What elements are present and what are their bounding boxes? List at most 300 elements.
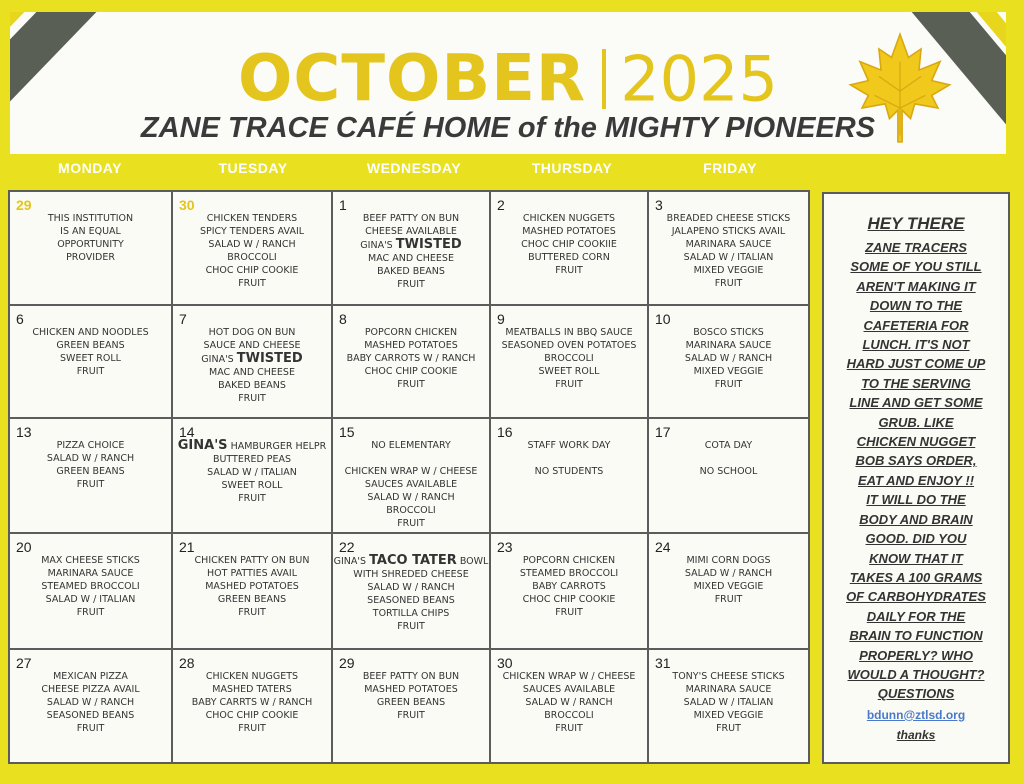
title-year: 2025 (620, 42, 778, 116)
calendar-day-cell (649, 306, 810, 419)
calendar-day-cell (10, 419, 173, 534)
menu-line-text: FRUIT (76, 607, 105, 618)
menu-line (10, 251, 171, 264)
menu-line-text: FRUIT (714, 278, 743, 289)
note-line: DAILY FOR THE (866, 608, 966, 624)
menu-items (10, 212, 171, 264)
menu-line-text: COTA DAY (704, 440, 753, 451)
note-line: TO THE SERVING (861, 375, 971, 391)
note-line: HARD JUST COME UP (846, 356, 986, 372)
menu-items (491, 554, 647, 619)
side-note (822, 192, 1010, 764)
calendar-day-cell (10, 192, 173, 306)
menu-line (173, 670, 331, 683)
menu-line-text: NO STUDENTS (534, 466, 604, 477)
menu-line-text: FRUIT (238, 723, 266, 734)
menu-line (491, 251, 647, 264)
menu-line (333, 683, 489, 696)
day-number: 29 (16, 197, 32, 213)
menu-line (491, 326, 647, 339)
day-number: 13 (16, 424, 32, 440)
menu-line (333, 554, 489, 568)
menu-line-text: JALAPENO STICKS AVAIL (671, 226, 786, 237)
menu-line-text: SWEET ROLL (538, 366, 600, 377)
calendar-grid (8, 190, 810, 764)
menu-line-text: FRUIT (397, 621, 425, 632)
menu-line (10, 339, 171, 352)
menu-line-text: STEAMED BROCCOLI (519, 568, 619, 579)
menu-line-text: FRUT (716, 723, 741, 734)
menu-line-text: SALAD W / RANCH (46, 453, 135, 464)
calendar-day-cell (10, 534, 173, 650)
menu-line (649, 554, 808, 567)
menu-line (333, 581, 489, 594)
menu-line-text: MASHED POTATOES (364, 340, 458, 351)
menu-line-text: MARINARA SAUCE (685, 340, 772, 351)
menu-line-text: GINA'S (333, 556, 370, 567)
day-number: 21 (179, 539, 195, 555)
note-line: CAFETERIA FOR (863, 317, 969, 333)
menu-line-text: MAC AND CHEESE (209, 367, 295, 378)
calendar-day-cell (10, 650, 173, 764)
menu-line (649, 452, 808, 465)
menu-items (491, 439, 647, 478)
menu-line (649, 212, 808, 225)
menu-line-text: MASHED POTATOES (205, 581, 299, 592)
menu-line-text: FRUIT (555, 607, 583, 618)
menu-line (173, 379, 331, 392)
calendar-day-cell (173, 419, 333, 534)
note-line: EAT AND ENJOY !! (857, 472, 975, 488)
menu-line-text: SALAD W / ITALIAN (683, 252, 774, 263)
menu-line (173, 567, 331, 580)
note-thanks: thanks (896, 727, 936, 742)
menu-line-text: FRUIT (555, 723, 583, 734)
day-number: 31 (655, 655, 671, 671)
menu-line-text: MAX CHEESE STICKS (41, 555, 140, 566)
menu-line-suffix: HAMBURGER HELPR (227, 441, 327, 452)
menu-line (173, 366, 331, 379)
menu-items (333, 554, 489, 633)
menu-line-text: CHEESE PIZZA AVAIL (41, 684, 140, 695)
menu-line-text: THIS INSTITUTION (47, 213, 134, 224)
menu-line-text: BEEF PATTY ON BUN (362, 671, 460, 682)
menu-items (333, 326, 489, 391)
menu-line (173, 466, 331, 479)
day-number: 6 (16, 311, 24, 327)
menu-line-text: BREADED CHEESE STICKS (666, 213, 791, 224)
menu-line-text: BOSCO STICKS (693, 327, 764, 338)
menu-line-text: POPCORN CHICKEN (364, 327, 458, 338)
menu-line (333, 439, 489, 452)
menu-line-text: FRUIT (238, 278, 266, 289)
day-number: 29 (339, 655, 355, 671)
note-line: IT WILL DO THE (866, 492, 966, 508)
menu-line (491, 452, 647, 465)
menu-line-text: WITH SHREDED CHEESE (353, 569, 469, 580)
menu-line (333, 696, 489, 709)
menu-line (491, 696, 647, 709)
menu-items (173, 670, 331, 735)
menu-line (173, 580, 331, 593)
menu-line (491, 593, 647, 606)
menu-line-text: FRUIT (714, 594, 743, 605)
day-number: 10 (655, 311, 671, 327)
menu-line (333, 252, 489, 265)
menu-line-text: STAFF WORK DAY (527, 440, 611, 451)
menu-line-text: GREEN BEANS (376, 697, 446, 708)
menu-line (649, 277, 808, 290)
menu-line-emphasis: TACO TATER (369, 553, 457, 568)
menu-line (173, 722, 331, 735)
calendar-day-cell (173, 650, 333, 764)
menu-line-text: SALAD W / RANCH (367, 582, 455, 593)
calendar-day-cell (649, 192, 810, 306)
weekday-header-monday: MONDAY (58, 160, 122, 176)
day-number: 28 (179, 655, 195, 671)
menu-line (649, 593, 808, 606)
menu-line-text: FRUIT (397, 279, 425, 290)
menu-line-text: OPPORTUNITY (57, 239, 124, 250)
menu-line-text: FRUIT (555, 379, 583, 390)
contact-email-link[interactable]: bdunn@ztlsd.org (866, 707, 966, 722)
menu-line (10, 567, 171, 580)
menu-line (649, 709, 808, 722)
menu-line-text: SAUCES AVAILABLE (364, 479, 458, 490)
menu-line-text: NO SCHOOL (699, 466, 758, 477)
menu-line-text: MIXED VEGGIE (693, 710, 764, 721)
menu-line-text: POPCORN CHICKEN (522, 555, 616, 566)
calendar-day-cell (333, 192, 491, 306)
menu-line-emphasis: GINA'S (177, 438, 228, 453)
menu-line-text: MASHED POTATOES (522, 226, 616, 237)
note-line: CHICKEN NUGGET (856, 434, 976, 450)
menu-line-text: MIXED VEGGIE (693, 265, 764, 276)
menu-line-text: SAUCE AND CHEESE (203, 340, 301, 351)
menu-line (10, 326, 171, 339)
calendar-day-cell (10, 306, 173, 419)
menu-line-text: CHOC CHIP COOKIIE (521, 239, 617, 250)
menu-line (173, 212, 331, 225)
menu-line (649, 722, 808, 735)
menu-line (10, 554, 171, 567)
menu-line-text: SALAD W / ITALIAN (207, 467, 297, 478)
menu-line-text: NO ELEMENTARY (371, 440, 451, 451)
menu-line (173, 453, 331, 466)
menu-line (333, 326, 489, 339)
menu-line-text: FRUIT (555, 265, 583, 276)
menu-line (491, 606, 647, 619)
menu-line (491, 225, 647, 238)
menu-line-text: CHICKEN WRAP W / CHEESE (344, 466, 478, 477)
menu-line (649, 696, 808, 709)
calendar-day-cell (173, 306, 333, 419)
menu-line (10, 465, 171, 478)
calendar-day-cell (491, 192, 649, 306)
header-banner (10, 12, 1006, 154)
menu-line-text: PIZZA CHOICE (56, 440, 125, 451)
menu-items (333, 212, 489, 291)
menu-line (10, 580, 171, 593)
menu-line-text: BROCCOLI (227, 252, 277, 263)
calendar-day-cell (333, 534, 491, 650)
calendar-day-cell (491, 306, 649, 419)
menu-items (649, 554, 808, 606)
menu-line (10, 593, 171, 606)
menu-line (333, 365, 489, 378)
menu-line (649, 352, 808, 365)
note-line: WOULD A THOUGHT? (847, 666, 985, 682)
menu-line (173, 225, 331, 238)
menu-items (173, 439, 331, 505)
menu-line-text: CHOC CHIP COOKIE (205, 265, 299, 276)
menu-line (10, 709, 171, 722)
menu-line (491, 238, 647, 251)
menu-line (649, 580, 808, 593)
menu-line-text: BROCCOLI (386, 505, 436, 516)
menu-line-text: CHICKEN TENDERS (206, 213, 298, 224)
menu-line (491, 352, 647, 365)
menu-line-text: GINA'S (360, 240, 396, 251)
menu-line (333, 339, 489, 352)
menu-line-text: SAUCES AVAILABLE (522, 684, 616, 695)
menu-line (491, 670, 647, 683)
menu-line (10, 478, 171, 491)
menu-line (491, 365, 647, 378)
note-line: BODY AND BRAIN (859, 511, 973, 527)
note-line: LUNCH. IT'S NOT (862, 337, 970, 353)
menu-line (173, 593, 331, 606)
note-line: QUESTIONS (877, 686, 955, 702)
note-line: AREN'T MAKING IT (856, 278, 976, 294)
menu-line-text: SEASONED BEANS (46, 710, 135, 721)
menu-line-text: FRUIT (238, 393, 266, 404)
menu-line-text: CHOC CHIP COOKIE (364, 366, 458, 377)
menu-line-text: MEXICAN PIZZA (53, 671, 128, 682)
menu-line (173, 696, 331, 709)
menu-line (333, 238, 489, 252)
menu-line (173, 439, 331, 453)
menu-line-text: FRUIT (238, 607, 266, 618)
menu-line-text: FRUIT (714, 379, 743, 390)
menu-line (10, 606, 171, 619)
note-line: LINE AND GET SOME (849, 395, 983, 411)
menu-line-text: SEASONED BEANS (367, 595, 455, 606)
menu-line (333, 265, 489, 278)
menu-line (333, 491, 489, 504)
menu-line (10, 225, 171, 238)
menu-line-text: SALAD W / RANCH (46, 697, 135, 708)
menu-line-text: BAKED BEANS (218, 380, 286, 391)
menu-line-suffix: BOWL (456, 556, 489, 567)
menu-line (173, 264, 331, 277)
menu-items (333, 439, 489, 530)
menu-line-text: MARINARA SAUCE (47, 568, 134, 579)
menu-line (649, 251, 808, 264)
weekday-header-thursday: THURSDAY (531, 160, 613, 176)
calendar-day-cell (173, 192, 333, 306)
day-number: 30 (179, 197, 195, 213)
menu-line-text: CHICKEN WRAP W / CHEESE (502, 671, 636, 682)
menu-line (173, 709, 331, 722)
menu-line (649, 326, 808, 339)
day-number: 3 (655, 197, 663, 213)
menu-line-text: FRUIT (76, 366, 105, 377)
menu-line-text: SWEET ROLL (221, 480, 283, 491)
day-number: 22 (339, 539, 355, 555)
menu-items (10, 439, 171, 491)
menu-line (649, 567, 808, 580)
menu-line-text: SALAD W / RANCH (684, 353, 773, 364)
calendar-day-cell (491, 419, 649, 534)
day-number: 14 (179, 424, 195, 440)
menu-line-text: CHICKEN PATTY ON BUN (194, 555, 310, 566)
menu-line-text: FRUIT (397, 518, 425, 529)
menu-line (333, 478, 489, 491)
menu-line (10, 670, 171, 683)
menu-line (10, 683, 171, 696)
menu-items (649, 212, 808, 290)
menu-line (10, 722, 171, 735)
menu-line-text: CHICKEN NUGGETS (522, 213, 616, 224)
day-number: 24 (655, 539, 671, 555)
day-number: 15 (339, 424, 355, 440)
note-title: HEY THERE (867, 214, 965, 233)
menu-line (10, 696, 171, 709)
menu-line-text: BEEF PATTY ON BUN (362, 213, 460, 224)
menu-line-text: IS AN EQUAL (60, 226, 121, 237)
day-number: 1 (339, 197, 347, 213)
menu-line (173, 238, 331, 251)
menu-line (333, 378, 489, 391)
menu-line-text: MAC AND CHEESE (368, 253, 454, 264)
menu-line-text: MIMI CORN DOGS (686, 555, 771, 566)
title-divider (602, 49, 606, 109)
menu-line (649, 238, 808, 251)
menu-items (491, 670, 647, 735)
note-line: GRUB. LIKE (878, 414, 954, 430)
menu-line-text: GREEN BEANS (217, 594, 287, 605)
note-body (824, 238, 1008, 704)
menu-items (10, 670, 171, 735)
menu-line-text: STEAMED BROCCOLI (41, 581, 140, 592)
note-line: TAKES A 100 GRAMS (849, 569, 983, 585)
menu-line-text: CHEESE AVAILABLE (365, 226, 457, 237)
menu-line (491, 709, 647, 722)
menu-line-emphasis: TWISTED (395, 237, 462, 252)
menu-line (173, 326, 331, 339)
menu-items (491, 326, 647, 391)
menu-line-text: SWEET ROLL (60, 353, 121, 364)
menu-line-text: CHOC CHIP COOKIE (522, 594, 616, 605)
menu-line (173, 606, 331, 619)
menu-line (10, 365, 171, 378)
menu-line (333, 620, 489, 633)
menu-line (491, 554, 647, 567)
day-number: 20 (16, 539, 32, 555)
menu-line-text: BAKED BEANS (377, 266, 445, 277)
menu-line (649, 439, 808, 452)
menu-line (649, 378, 808, 391)
title-month: OCTOBER (237, 42, 587, 116)
menu-line (333, 568, 489, 581)
menu-line-text: BROCCOLI (544, 353, 594, 364)
menu-items (173, 326, 331, 405)
menu-line-text: SEASONED OVEN POTATOES (501, 340, 637, 351)
menu-line (173, 277, 331, 290)
note-line: BRAIN TO FUNCTION (849, 628, 983, 644)
menu-line (333, 709, 489, 722)
menu-line-text: SALAD W / RANCH (367, 492, 455, 503)
menu-items (491, 212, 647, 277)
menu-line (649, 339, 808, 352)
note-line: SOME OF YOU STILL (850, 259, 982, 275)
menu-line-text: SALAD W / RANCH (208, 239, 296, 250)
maple-leaf-icon (846, 30, 954, 146)
note-line: DOWN TO THE (869, 298, 963, 314)
menu-line (173, 492, 331, 505)
menu-line (491, 339, 647, 352)
menu-line (333, 212, 489, 225)
menu-line-text: BUTTERED PEAS (212, 454, 292, 465)
menu-line (173, 352, 331, 366)
menu-line-text: MIXED VEGGIE (693, 581, 764, 592)
menu-line (10, 452, 171, 465)
menu-line (10, 352, 171, 365)
menu-line-text: GINA'S (201, 354, 237, 365)
menu-items (10, 554, 171, 619)
menu-line-text: MEATBALLS IN BBQ SAUCE (505, 327, 633, 338)
menu-line-text: MASHED TATERS (212, 684, 292, 695)
day-number: 9 (497, 311, 505, 327)
menu-line-text: FRUIT (76, 723, 105, 734)
calendar-day-cell (491, 534, 649, 650)
menu-line-text: MASHED POTATOES (364, 684, 458, 695)
menu-line-text: SALAD W / RANCH (684, 568, 773, 579)
weekday-header-friday: FRIDAY (703, 160, 757, 176)
note-line: PROPERLY? WHO (859, 647, 973, 663)
menu-line (491, 378, 647, 391)
menu-line (491, 465, 647, 478)
menu-line-text: CHICKEN NUGGETS (205, 671, 299, 682)
day-number: 7 (179, 311, 187, 327)
menu-line (173, 479, 331, 492)
menu-line-text: SPICY TENDERS AVAIL (199, 226, 305, 237)
menu-line-text: HOT PATTIES AVAIL (207, 568, 297, 579)
weekday-header-wednesday: WEDNESDAY (366, 160, 462, 176)
menu-line-text: HOT DOG ON BUN (208, 327, 296, 338)
page-subtitle: ZANE TRACE CAFÉ HOME of the MIGHTY PIONEERS (140, 112, 876, 144)
menu-line-text: FRUIT (76, 479, 105, 490)
menu-line (333, 517, 489, 530)
menu-line-text: BABY CARROTS W / RANCH (346, 353, 476, 364)
menu-line-text: SALAD W / ITALIAN (45, 594, 136, 605)
calendar-day-cell (333, 306, 491, 419)
menu-line (173, 554, 331, 567)
menu-line (10, 238, 171, 251)
menu-line-text: BABY CARRTS W / RANCH (191, 697, 313, 708)
menu-line (649, 365, 808, 378)
menu-line (173, 683, 331, 696)
menu-items (333, 670, 489, 722)
menu-line-text: MARINARA SAUCE (685, 684, 772, 695)
weekday-header-tuesday: TUESDAY (218, 160, 288, 176)
menu-items (649, 326, 808, 391)
menu-line (649, 670, 808, 683)
menu-line (333, 465, 489, 478)
calendar-day-cell (649, 534, 810, 650)
day-number: 17 (655, 424, 671, 440)
